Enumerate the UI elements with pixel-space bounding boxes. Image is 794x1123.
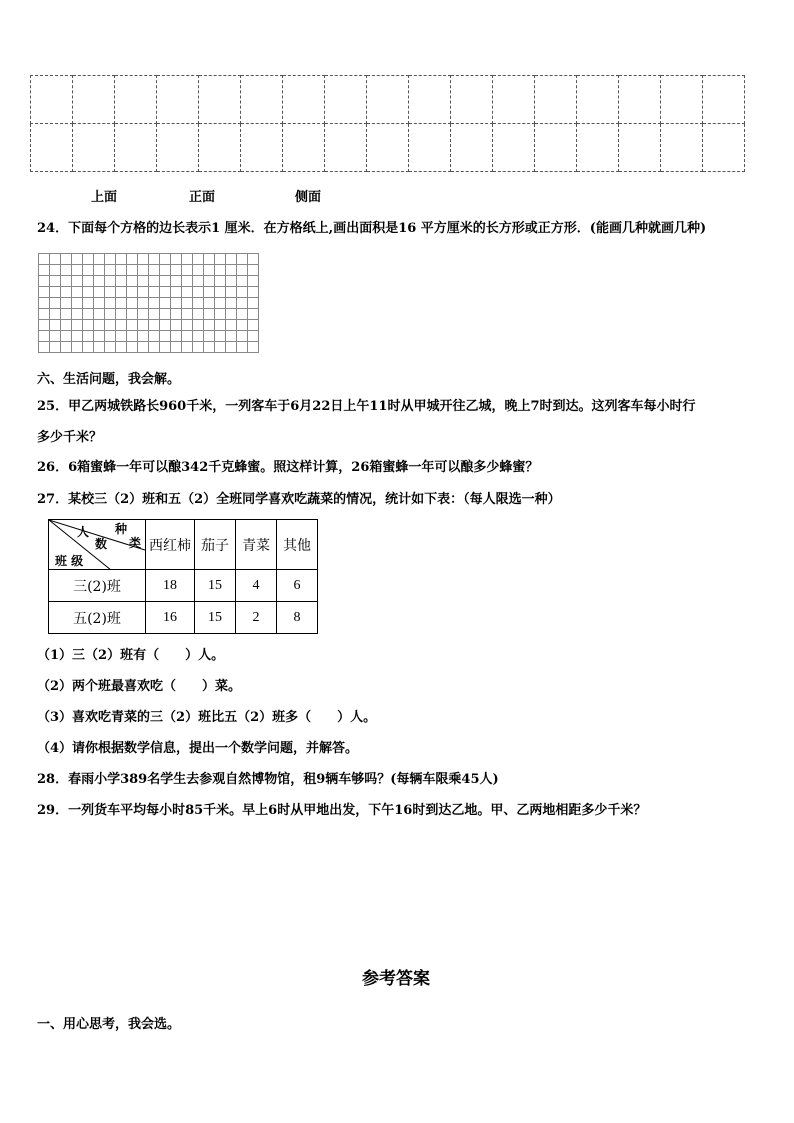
grid-square	[149, 254, 160, 265]
grid-square	[61, 254, 72, 265]
grid-square	[160, 320, 171, 331]
grid-square	[160, 276, 171, 287]
grid-square	[237, 342, 248, 353]
corner-label-zhong: 种	[115, 522, 128, 536]
grid-square	[171, 265, 182, 276]
grid-square	[149, 309, 160, 320]
grid-square	[237, 287, 248, 298]
grid-square	[127, 265, 138, 276]
grid-square	[138, 276, 149, 287]
grid-square	[83, 265, 94, 276]
grid-square	[50, 254, 61, 265]
grid-square	[39, 287, 50, 298]
dashed-grid-cell	[367, 124, 409, 172]
cell-value: 4	[236, 570, 277, 602]
grid-square	[204, 276, 215, 287]
grid-square	[116, 276, 127, 287]
grid-square	[138, 342, 149, 353]
grid-square	[248, 320, 259, 331]
grid-square	[204, 342, 215, 353]
grid-square	[39, 298, 50, 309]
grid-square	[105, 265, 116, 276]
grid-square	[105, 342, 116, 353]
dashed-grid-cell	[619, 76, 661, 124]
grid-square	[83, 298, 94, 309]
grid-square	[127, 276, 138, 287]
grid-square	[226, 342, 237, 353]
grid-square	[182, 254, 193, 265]
grid-square	[171, 254, 182, 265]
grid-square	[116, 342, 127, 353]
grid-square	[171, 287, 182, 298]
square-grid-paper	[38, 253, 259, 353]
dashed-grid-cell	[661, 124, 703, 172]
dashed-grid-cell	[367, 76, 409, 124]
header-other: 其他	[277, 520, 318, 570]
dashed-grid-cell	[73, 124, 115, 172]
grid-square	[171, 276, 182, 287]
grid-square	[39, 276, 50, 287]
grid-square	[171, 309, 182, 320]
grid-square	[72, 298, 83, 309]
grid-square	[116, 254, 127, 265]
grid-square	[215, 320, 226, 331]
answer-section-1: 一、用心思考，我会选。	[37, 1017, 181, 1032]
dashed-grid-cell	[157, 76, 199, 124]
question-24: 24．下面每个方格的边长表示1 厘米．在方格纸上,画出面积是16 平方厘米的长方形或正方形．(能画几种就画几种)	[37, 221, 707, 236]
grid-square	[182, 265, 193, 276]
dashed-grid-cell	[535, 76, 577, 124]
grid-square	[39, 309, 50, 320]
grid-square	[127, 254, 138, 265]
grid-square	[248, 331, 259, 342]
grid-square	[72, 342, 83, 353]
grid-square	[204, 298, 215, 309]
grid-square	[215, 309, 226, 320]
grid-square	[204, 320, 215, 331]
grid-square	[61, 320, 72, 331]
grid-square	[116, 309, 127, 320]
cell-value: 15	[195, 602, 236, 634]
grid-square	[127, 287, 138, 298]
dashed-grid-cell	[577, 124, 619, 172]
corner-label-banji: 班 级	[55, 554, 84, 568]
grid-square	[61, 331, 72, 342]
grid-square	[72, 254, 83, 265]
dashed-grid-cell	[73, 76, 115, 124]
grid-square	[193, 309, 204, 320]
cell-value: 8	[277, 602, 318, 634]
grid-square	[50, 298, 61, 309]
grid-square	[248, 276, 259, 287]
question-25-line-2: 多少千米？	[37, 430, 103, 445]
corner-label-lei: 类	[129, 536, 142, 550]
grid-square	[226, 309, 237, 320]
dashed-grid-cell	[493, 76, 535, 124]
grid-square	[105, 331, 116, 342]
grid-square	[160, 287, 171, 298]
grid-square	[237, 320, 248, 331]
grid-square	[83, 331, 94, 342]
grid-square	[50, 276, 61, 287]
corner-label-ren: 人	[77, 525, 90, 539]
grid-square	[138, 298, 149, 309]
grid-square	[182, 309, 193, 320]
row-class-label: 三(2)班	[49, 570, 146, 602]
dashed-grid-cell	[241, 124, 283, 172]
cell-value: 16	[146, 602, 195, 634]
grid-square	[105, 276, 116, 287]
grid-square	[72, 276, 83, 287]
grid-square	[105, 287, 116, 298]
dashed-grid-cell	[31, 76, 73, 124]
table-row	[49, 602, 318, 634]
grid-square	[226, 320, 237, 331]
grid-square	[116, 331, 127, 342]
grid-square	[94, 342, 105, 353]
grid-square	[94, 320, 105, 331]
dashed-grid-cell	[577, 76, 619, 124]
question-25-line-1: 25．甲乙两城铁路长960千米，一列客车于6月22日上午11时从甲城开往乙城，晚上7时到达。这列客车每小时行	[37, 399, 696, 414]
grid-square	[182, 331, 193, 342]
grid-square	[171, 298, 182, 309]
grid-square	[215, 342, 226, 353]
grid-square	[193, 342, 204, 353]
grid-square	[61, 287, 72, 298]
grid-square	[204, 287, 215, 298]
grid-square	[83, 309, 94, 320]
dashed-drawing-grid	[30, 75, 745, 172]
grid-square	[182, 320, 193, 331]
grid-square	[182, 342, 193, 353]
grid-square	[127, 309, 138, 320]
grid-square	[149, 287, 160, 298]
grid-square	[39, 331, 50, 342]
header-greens: 青菜	[236, 520, 277, 570]
grid-square	[215, 331, 226, 342]
grid-square	[61, 309, 72, 320]
grid-square	[215, 276, 226, 287]
grid-square	[83, 342, 94, 353]
grid-square	[105, 309, 116, 320]
grid-square	[127, 298, 138, 309]
grid-square	[215, 254, 226, 265]
grid-square	[83, 287, 94, 298]
cell-value: 18	[146, 570, 195, 602]
grid-square	[149, 320, 160, 331]
dashed-grid-cell	[31, 124, 73, 172]
grid-square	[94, 265, 105, 276]
grid-square	[193, 265, 204, 276]
grid-square	[116, 287, 127, 298]
grid-square	[171, 320, 182, 331]
view-label-front: 正面	[189, 190, 216, 205]
grid-square	[72, 331, 83, 342]
grid-square	[237, 265, 248, 276]
question-27-sub-4: （4）请你根据数学信息，提出一个数学问题，并解答。	[37, 741, 359, 756]
grid-square	[193, 331, 204, 342]
dashed-grid-cell	[241, 76, 283, 124]
grid-square	[160, 331, 171, 342]
grid-square	[193, 276, 204, 287]
grid-square	[105, 298, 116, 309]
grid-square	[237, 276, 248, 287]
cell-value: 6	[277, 570, 318, 602]
cell-value: 2	[236, 602, 277, 634]
grid-square	[138, 320, 149, 331]
grid-square	[127, 342, 138, 353]
grid-square	[94, 298, 105, 309]
dashed-grid-cell	[157, 124, 199, 172]
grid-square	[39, 320, 50, 331]
grid-square	[50, 309, 61, 320]
grid-square	[215, 287, 226, 298]
grid-square	[226, 254, 237, 265]
grid-square	[39, 265, 50, 276]
grid-square	[105, 320, 116, 331]
dashed-grid-cell	[703, 76, 745, 124]
cell-value: 15	[195, 570, 236, 602]
header-eggplant: 茄子	[195, 520, 236, 570]
question-29: 29．一列货车平均每小时85千米。早上6时从甲地出发，下午16时到达乙地。甲、乙两地相距多少千米？	[37, 803, 647, 818]
grid-square	[248, 309, 259, 320]
grid-square	[226, 298, 237, 309]
grid-square	[193, 298, 204, 309]
grid-square	[248, 254, 259, 265]
grid-square	[248, 298, 259, 309]
grid-square	[105, 254, 116, 265]
grid-square	[94, 309, 105, 320]
question-27-sub-3: （3）喜欢吃青菜的三（2）班比五（2）班多（ ）人。	[37, 710, 377, 725]
grid-square	[61, 276, 72, 287]
grid-square	[149, 342, 160, 353]
dashed-grid-cell	[451, 76, 493, 124]
grid-square	[182, 298, 193, 309]
dashed-grid-cell	[493, 124, 535, 172]
question-28: 28．春雨小学389名学生去参观自然博物馆，租9辆车够吗？(每辆车限乘45人)	[37, 772, 499, 787]
grid-square	[116, 320, 127, 331]
grid-square	[116, 265, 127, 276]
grid-square	[237, 331, 248, 342]
grid-square	[160, 342, 171, 353]
grid-square	[149, 298, 160, 309]
grid-square	[138, 254, 149, 265]
grid-square	[237, 254, 248, 265]
grid-square	[149, 265, 160, 276]
dashed-grid-cell	[619, 124, 661, 172]
grid-square	[237, 309, 248, 320]
grid-square	[50, 287, 61, 298]
grid-square	[204, 254, 215, 265]
grid-square	[226, 287, 237, 298]
grid-square	[193, 254, 204, 265]
table-corner-cell	[49, 520, 146, 570]
dashed-grid-cell	[283, 76, 325, 124]
grid-square	[72, 287, 83, 298]
grid-square	[193, 320, 204, 331]
grid-square	[138, 331, 149, 342]
grid-square	[204, 265, 215, 276]
grid-square	[160, 298, 171, 309]
grid-square	[83, 276, 94, 287]
header-tomato: 西红柿	[146, 520, 195, 570]
grid-square	[138, 265, 149, 276]
grid-square	[215, 265, 226, 276]
dashed-grid-cell	[283, 124, 325, 172]
grid-square	[94, 254, 105, 265]
grid-square	[39, 342, 50, 353]
dashed-grid-cell	[115, 76, 157, 124]
question-27: 27．某校三（2）班和五（2）全班同学喜欢吃蔬菜的情况，统计如下表：（每人限选一种）	[37, 492, 561, 507]
grid-square	[226, 276, 237, 287]
grid-square	[248, 287, 259, 298]
grid-square	[226, 331, 237, 342]
grid-square	[127, 331, 138, 342]
grid-square	[171, 331, 182, 342]
grid-square	[171, 342, 182, 353]
grid-square	[248, 342, 259, 353]
dashed-grid-cell	[451, 124, 493, 172]
grid-square	[204, 309, 215, 320]
grid-square	[138, 287, 149, 298]
grid-square	[94, 331, 105, 342]
dashed-grid-cell	[199, 124, 241, 172]
grid-square	[72, 265, 83, 276]
section-6-heading: 六、生活问题，我会解。	[37, 372, 181, 387]
grid-square	[182, 287, 193, 298]
grid-square	[61, 265, 72, 276]
grid-square	[160, 254, 171, 265]
row-class-label: 五(2)班	[49, 602, 146, 634]
dashed-grid-cell	[409, 76, 451, 124]
grid-square	[61, 298, 72, 309]
grid-square	[50, 331, 61, 342]
view-label-side: 侧面	[295, 190, 322, 205]
corner-label-shu: 数	[95, 537, 108, 551]
grid-square	[226, 265, 237, 276]
grid-square	[39, 254, 50, 265]
dashed-grid-cell	[325, 124, 367, 172]
grid-square	[182, 276, 193, 287]
grid-square	[237, 298, 248, 309]
dashed-grid-cell	[115, 124, 157, 172]
question-26: 26．6箱蜜蜂一年可以酿342千克蜂蜜。照这样计算，26箱蜜蜂一年可以酿多少蜂蜜？	[37, 460, 539, 475]
dashed-grid-cell	[199, 76, 241, 124]
grid-square	[94, 287, 105, 298]
dashed-grid-cell	[325, 76, 367, 124]
grid-square	[94, 276, 105, 287]
grid-square	[149, 276, 160, 287]
grid-square	[204, 331, 215, 342]
table-row	[49, 570, 318, 602]
vegetable-stats-table	[48, 519, 318, 634]
grid-square	[193, 287, 204, 298]
grid-square	[50, 342, 61, 353]
grid-square	[138, 309, 149, 320]
dashed-grid-cell	[535, 124, 577, 172]
grid-square	[127, 320, 138, 331]
grid-square	[72, 320, 83, 331]
question-27-sub-1: （1）三（2）班有（ ）人。	[37, 648, 225, 663]
view-label-top: 上面	[91, 190, 118, 205]
grid-square	[61, 342, 72, 353]
grid-square	[149, 331, 160, 342]
dashed-grid-cell	[703, 124, 745, 172]
grid-square	[160, 265, 171, 276]
question-27-sub-2: （2）两个班最喜欢吃（ ）菜。	[37, 679, 242, 694]
grid-square	[72, 309, 83, 320]
grid-square	[116, 298, 127, 309]
grid-square	[50, 265, 61, 276]
answer-title: 参考答案	[362, 969, 430, 989]
grid-square	[83, 320, 94, 331]
grid-square	[50, 320, 61, 331]
grid-square	[215, 298, 226, 309]
dashed-grid-cell	[409, 124, 451, 172]
dashed-grid-cell	[661, 76, 703, 124]
grid-square	[83, 254, 94, 265]
grid-square	[248, 265, 259, 276]
grid-square	[160, 309, 171, 320]
